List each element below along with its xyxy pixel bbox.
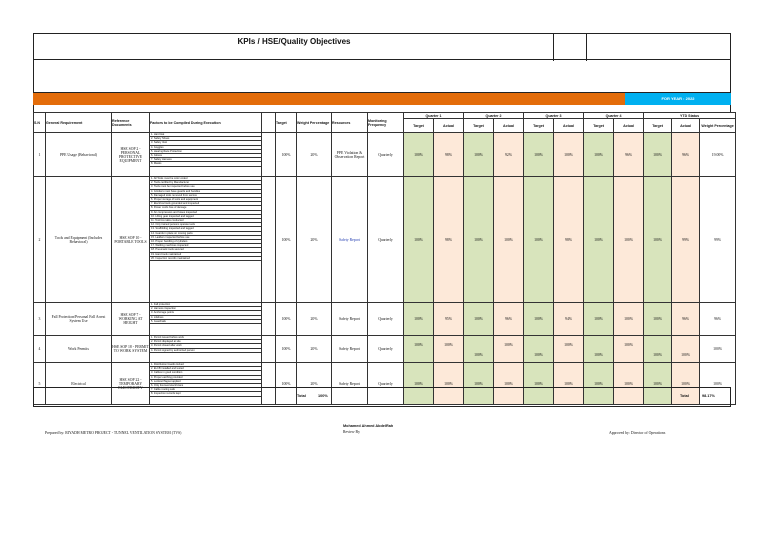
quarter-target xyxy=(524,336,554,363)
quarter-value-bottom: 100% xyxy=(474,353,483,357)
page-title: KPIs / HSE/Quality Objectives xyxy=(237,37,351,46)
header-weight: Weight Percentage xyxy=(297,113,332,133)
factor-item: 15. Ladders inspected before use xyxy=(150,236,261,240)
quarter-target: 100% xyxy=(584,177,614,303)
header-sn: S.N xyxy=(34,113,46,133)
factor-item: 11. Tool box talks conducted xyxy=(150,219,261,223)
factor-item: 3. Safety Vest xyxy=(150,141,261,145)
header-sub-target: Target xyxy=(404,119,434,133)
quarter-actual: 100% xyxy=(494,177,524,303)
factor-item: 12. Only trained persons operate tools xyxy=(150,223,261,227)
quarter-actual xyxy=(554,336,584,363)
row-status-bars xyxy=(262,133,276,177)
quarter-target: 100% xyxy=(404,177,434,303)
quarter-target xyxy=(584,336,614,363)
row-frequency: Quarterly xyxy=(368,177,404,303)
header-ytd-sub-target: Target xyxy=(644,119,672,133)
table-row xyxy=(34,177,736,303)
factor-item: 1. Distribution boards locked xyxy=(150,363,261,367)
table-row xyxy=(34,133,736,177)
ytd-actual: 96% xyxy=(672,303,700,336)
quarter-target xyxy=(464,336,494,363)
factor-item: 2. Safety Shoes xyxy=(150,137,261,141)
factor-item: 1. Permit issued before work xyxy=(150,336,261,340)
prepared-by: Prepared by: RIYADH METRO PROJECT - TUNNEL VENTILATION SYSTEM (TVS) xyxy=(45,431,182,435)
table-row xyxy=(34,336,736,363)
row-resources: Safety Report xyxy=(332,363,368,405)
row-reference: HSE SOP 18 - PERMIT TO WORK SYSTEM xyxy=(112,336,150,363)
quarter-target: 100% xyxy=(584,133,614,177)
header-q1: Quarter 1 xyxy=(404,113,464,119)
header-factors: Factors to be Compiled During Execution xyxy=(150,113,262,133)
factor-item: 5. Damaged tools removed from service xyxy=(150,194,261,198)
factor-item: 2. Tools certified by Manufacturer xyxy=(150,181,261,185)
reviewer-name: Mohamed Ahmed AbdelRah xyxy=(343,424,394,428)
ytd-target: 100% xyxy=(644,363,672,405)
factor-item: 6. Proper storage of tools and equipment xyxy=(150,198,261,202)
quarter-actual xyxy=(434,336,464,363)
row-requirement: PPE Usage (Behavioral) xyxy=(46,133,112,177)
review-by: Review By xyxy=(343,430,360,434)
factor-item: 3. Permit closed after work xyxy=(150,344,261,348)
ytd-weight: 19.00% xyxy=(700,133,736,177)
row-status-bars xyxy=(262,303,276,336)
factor-item: 3. Tools must be inspected before use xyxy=(150,185,261,189)
year-banner: FOR YEAR : 2022 xyxy=(625,93,731,105)
factor-item: 5. Guardrails xyxy=(150,320,261,324)
quarter-target: 100% xyxy=(464,177,494,303)
header-requirement: General Requirement xyxy=(46,113,112,133)
quarter-actual: 100% xyxy=(434,363,464,405)
factor-item: 8. Inspection records kept xyxy=(150,392,261,396)
total-weight: 100% xyxy=(318,394,328,398)
factor-item: 8. Masks xyxy=(150,162,261,166)
row-weight: 20% xyxy=(297,303,332,336)
final-total-label: Total xyxy=(680,394,689,398)
row-sn: 5 xyxy=(34,363,46,405)
factor-item: 1. All Tools must be color coded xyxy=(150,177,261,181)
kpi-sheet xyxy=(33,33,734,407)
quarter-value-top: 100% xyxy=(504,343,513,347)
quarter-actual: 92% xyxy=(494,133,524,177)
quarter-actual: 98% xyxy=(434,133,464,177)
row-sn: 4 xyxy=(34,336,46,363)
quarter-actual: 100% xyxy=(494,363,524,405)
factor-item: 20. Inspection records maintained xyxy=(150,257,261,261)
row-resources: PPE Violation & Observation Report xyxy=(332,133,368,177)
row-weight: 20% xyxy=(297,336,332,363)
ytd-target: 100% xyxy=(644,303,672,336)
quarter-value-top: 100% xyxy=(624,343,633,347)
quarter-target: 100% xyxy=(464,303,494,336)
orange-banner xyxy=(33,93,625,105)
ytd-actual-bottom: 100% xyxy=(681,353,690,357)
factor-item: 6. Gloves xyxy=(150,154,261,158)
header-target: Target xyxy=(276,113,297,133)
quarter-target xyxy=(404,336,434,363)
quarter-target: 100% xyxy=(404,363,434,405)
ytd-target: 100% xyxy=(644,133,672,177)
factor-item: 7. Electrical tools grounded and inspected xyxy=(150,202,261,206)
quarter-value-top: 100% xyxy=(414,343,423,347)
row-frequency: Quarterly xyxy=(368,363,404,405)
quarter-actual xyxy=(494,336,524,363)
factor-item: 7. Cable routing safe xyxy=(150,388,261,392)
header-sub-actual: Actual xyxy=(494,119,524,133)
header-sub-actual: Actual xyxy=(614,119,644,133)
factor-item: 10. Lifting gear inspected and tagged xyxy=(150,215,261,219)
row-factors xyxy=(150,303,262,336)
ytd-weight: 99% xyxy=(700,177,736,303)
header-ytd: YTD Status xyxy=(644,113,736,119)
header-sub-target: Target xyxy=(464,119,494,133)
quarter-actual: 100% xyxy=(554,133,584,177)
factor-item: 5. Lockout/Tagout applied xyxy=(150,380,261,384)
ytd-actual xyxy=(672,336,700,363)
header-resources: Resources xyxy=(332,113,368,133)
quarter-target: 100% xyxy=(584,303,614,336)
row-resources: Safety Report xyxy=(332,303,368,336)
blank-band xyxy=(33,60,731,93)
factor-item: 6. Only licensed electricians xyxy=(150,384,261,388)
factor-item: 1. Fall protection xyxy=(150,303,261,307)
total-label: Total xyxy=(297,394,306,398)
kpi-table xyxy=(33,112,736,405)
quarter-value-top: 100% xyxy=(564,343,573,347)
header-q3: Quarter 3 xyxy=(524,113,584,119)
header-sub-actual: Actual xyxy=(554,119,584,133)
header-sub-target: Target xyxy=(524,119,554,133)
factor-item: 4. Permit signed by authorized person xyxy=(150,349,261,353)
quarter-target: 100% xyxy=(464,133,494,177)
row-weight: 20% xyxy=(297,363,332,405)
quarter-target: 100% xyxy=(404,303,434,336)
row-reference: HSE SOP 22 - TEMPORARY ELECTRICITY xyxy=(112,363,150,405)
quarter-actual: 95% xyxy=(434,303,464,336)
row-target: 100% xyxy=(276,363,297,405)
quarter-actual: 96% xyxy=(614,133,644,177)
quarter-actual: 98% xyxy=(554,177,584,303)
quarter-value-bottom: 100% xyxy=(534,353,543,357)
header-q2: Quarter 2 xyxy=(464,113,524,119)
row-target: 100% xyxy=(276,303,297,336)
row-requirement: Fall Protection/Personal Fall Arrest System Use xyxy=(46,303,112,336)
quarter-actual: 100% xyxy=(614,177,644,303)
header-q4: Quarter 4 xyxy=(584,113,644,119)
factor-item: 9. Air compressors and hoses inspected xyxy=(150,211,261,215)
factor-item: 13. Scaffolding inspected and tagged xyxy=(150,227,261,231)
quarter-actual: 96% xyxy=(494,303,524,336)
factor-item: 3. Cables in good condition xyxy=(150,371,261,375)
title-bar xyxy=(33,33,731,60)
factor-item: 8. Power cords free of damage xyxy=(150,206,261,210)
ytd-weight: 96% xyxy=(700,303,736,336)
row-target: 100% xyxy=(276,336,297,363)
factor-item: 2. Permit displayed at site xyxy=(150,340,261,344)
quarter-target: 100% xyxy=(584,363,614,405)
header-status-bars xyxy=(262,113,276,133)
row-requirement: Work Permits xyxy=(46,336,112,363)
row-status-bars xyxy=(262,336,276,363)
quarter-target: 100% xyxy=(524,177,554,303)
quarter-value-top xyxy=(524,341,553,353)
quarter-actual: 100% xyxy=(614,303,644,336)
quarter-target: 100% xyxy=(404,133,434,177)
row-requirement: Tools and Equipment (Includes Behavioral) xyxy=(46,177,112,303)
ytd-weight: 100% xyxy=(700,336,736,363)
row-resources: Safety Report xyxy=(332,336,368,363)
quarter-actual: 100% xyxy=(614,363,644,405)
row-frequency: Quarterly xyxy=(368,133,404,177)
factor-item: 2. Harness inspection xyxy=(150,307,261,311)
row-frequency: Quarterly xyxy=(368,336,404,363)
quarter-target: 100% xyxy=(464,363,494,405)
factor-item: 3. Anchorage points xyxy=(150,311,261,315)
row-factors xyxy=(150,336,262,363)
row-sn: 2 xyxy=(34,177,46,303)
factor-item: 4. Goggles xyxy=(150,146,261,150)
quarter-value-top xyxy=(584,341,613,353)
factor-item: 17. Welding machines inspected xyxy=(150,244,261,248)
header-reference: Reference Documents xyxy=(112,113,150,133)
ytd-weight: 100% xyxy=(700,363,736,405)
row-weight: 20% xyxy=(297,177,332,303)
final-total-value: 98.17% xyxy=(702,394,715,398)
table-row xyxy=(34,303,736,336)
quarter-actual: 94% xyxy=(554,303,584,336)
row-factors xyxy=(150,133,262,177)
approved-by: Approved by: Director of Operations xyxy=(609,431,666,435)
row-frequency: Quarterly xyxy=(368,303,404,336)
ytd-actual-top xyxy=(672,341,699,353)
header-frequency: Monitoring Frequency xyxy=(368,113,404,133)
factor-item: 2. ELCB installed and tested xyxy=(150,367,261,371)
header-ytd-ytd-weight: Weight Percentage xyxy=(700,119,736,133)
ytd-target xyxy=(644,336,672,363)
header-sub-actual: Actual xyxy=(434,119,464,133)
factor-item: 5. Hearing/Face Protection xyxy=(150,150,261,154)
row-target: 100% xyxy=(276,177,297,303)
quarter-actual: 98% xyxy=(434,177,464,303)
factor-item: 4. Grinders must have guards and handles xyxy=(150,190,261,194)
quarter-target: 100% xyxy=(524,363,554,405)
factor-item: 1. Hard Hat xyxy=(150,133,261,137)
quarter-value-top xyxy=(464,341,493,353)
ytd-target-top xyxy=(644,341,671,353)
row-reference: HSE SOP 7 - WORKING AT HEIGHT xyxy=(112,303,150,336)
factor-item: 14. Guards in place on moving parts xyxy=(150,232,261,236)
factor-item: 4. Lifelines xyxy=(150,316,261,320)
quarter-target: 100% xyxy=(524,303,554,336)
ytd-target: 100% xyxy=(644,177,672,303)
factor-item: 4. Proper earthing provided xyxy=(150,376,261,380)
header-ytd-sub-actual: Actual xyxy=(672,119,700,133)
quarter-target: 100% xyxy=(524,133,554,177)
factor-item: 7. Safety Harness xyxy=(150,158,261,162)
header-sub-target: Target xyxy=(584,119,614,133)
row-sn: 3 xyxy=(34,303,46,336)
row-weight: 20% xyxy=(297,133,332,177)
row-status-bars xyxy=(262,177,276,303)
row-reference: HSE SOP 10 - PORTABLE TOOLS xyxy=(112,177,150,303)
row-reference: HSE SOP 2 - PERSONAL PROTECTIVE EQUIPMENT xyxy=(112,133,150,177)
row-factors xyxy=(150,177,262,303)
ytd-actual: 99% xyxy=(672,177,700,303)
ytd-target-bottom: 100% xyxy=(653,353,662,357)
quarter-actual: 100% xyxy=(554,363,584,405)
quarter-value-top: 100% xyxy=(444,343,453,347)
row-requirement: Electrical xyxy=(46,363,112,405)
row-target: 100% xyxy=(276,133,297,177)
factor-item: 16. Proper handling of cylinders xyxy=(150,240,261,244)
ytd-actual: 100% xyxy=(672,363,700,405)
factor-item: 18. Pneumatic tools secured xyxy=(150,248,261,252)
spacer-band xyxy=(33,105,731,112)
row-sn: 1 xyxy=(34,133,46,177)
quarter-actual xyxy=(614,336,644,363)
quarter-value-bottom: 100% xyxy=(594,353,603,357)
totals-row xyxy=(33,387,731,407)
ytd-actual: 96% xyxy=(672,133,700,177)
row-resources: Safety Report xyxy=(332,177,368,303)
factor-item: 19. Hand tools maintained xyxy=(150,253,261,257)
